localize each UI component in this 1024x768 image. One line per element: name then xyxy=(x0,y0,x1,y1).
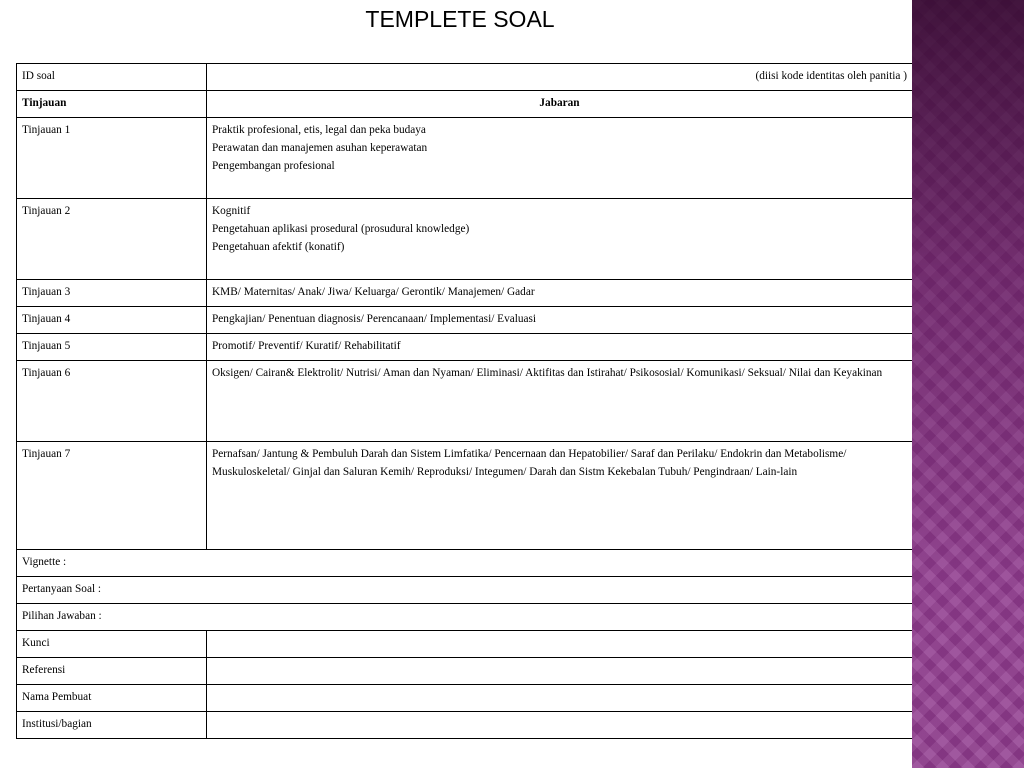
referensi-value xyxy=(207,658,913,685)
institusi-value xyxy=(207,712,913,739)
header-tinjauan: Tinjauan xyxy=(17,91,207,118)
tinjauan-2-line-1: Kognitif xyxy=(212,205,251,217)
tinjauan-1-line-1: Praktik profesional, etis, legal dan peka budaya xyxy=(212,124,426,136)
table-row-id-soal xyxy=(17,64,913,91)
decorative-side-panel xyxy=(912,0,1024,768)
table-row-tinjauan-3 xyxy=(17,280,913,307)
tinjauan-3-content: KMB/ Maternitas/ Anak/ Jiwa/ Keluarga/ Gerontik/ Manajemen/ Gadar xyxy=(207,280,913,307)
table-row-tinjauan-4 xyxy=(17,307,913,334)
pilihan-jawaban-field: Pilihan Jawaban : xyxy=(17,604,913,631)
table-row-pilihan xyxy=(17,604,913,631)
table-row-tinjauan-6 xyxy=(17,361,913,442)
tinjauan-2-label: Tinjauan 2 xyxy=(17,199,207,280)
table-row-tinjauan-7 xyxy=(17,442,913,550)
header-jabaran: Jabaran xyxy=(207,91,913,118)
tinjauan-5-content: Promotif/ Preventif/ Kuratif/ Rehabilitatif xyxy=(207,334,913,361)
table-header-row xyxy=(17,91,913,118)
tinjauan-5-label: Tinjauan 5 xyxy=(17,334,207,361)
id-soal-label: ID soal xyxy=(17,64,207,91)
tinjauan-7-content: Pernafsan/ Jantung & Pembuluh Darah dan Sistem Limfatika/ Pencernaan dan Hepatobilier/ Saraf dan Perilaku/ Endokrin dan Metabolisme/ Muskuloskeletal/ Ginjal dan Saluran Kemih/ Reproduksi/ Integumen/ Darah dan Sistm Kekebalan Tubuh/ Pengindraan/ Lain-lain xyxy=(207,442,913,550)
table-row-tinjauan-5 xyxy=(17,334,913,361)
tinjauan-1-line-3: Pengembangan profesional xyxy=(212,160,335,172)
tinjauan-4-content: Pengkajian/ Penentuan diagnosis/ Perencanaan/ Implementasi/ Evaluasi xyxy=(207,307,913,334)
table-row-pertanyaan xyxy=(17,577,913,604)
page-title: TEMPLETE SOAL xyxy=(365,6,555,32)
tinjauan-1-content xyxy=(207,118,913,199)
tinjauan-2-line-2: Pengetahuan aplikasi prosedural (prosudural knowledge) xyxy=(212,223,470,235)
tinjauan-4-label: Tinjauan 4 xyxy=(17,307,207,334)
tinjauan-3-label: Tinjauan 3 xyxy=(17,280,207,307)
table-row-vignette xyxy=(17,550,913,577)
referensi-label: Referensi xyxy=(17,658,207,685)
tinjauan-2-line-3: Pengetahuan afektif (konatif) xyxy=(212,241,345,253)
tinjauan-2-content xyxy=(207,199,913,280)
tinjauan-6-content: Oksigen/ Cairan& Elektrolit/ Nutrisi/ Aman dan Nyaman/ Eliminasi/ Aktifitas dan Istirahat/ Psikososial/ Komunikasi/ Seksual/ Nilai dan Keyakinan xyxy=(207,361,913,442)
vignette-field: Vignette : xyxy=(17,550,913,577)
kunci-label: Kunci xyxy=(17,631,207,658)
nama-pembuat-value xyxy=(207,685,913,712)
tinjauan-6-label: Tinjauan 6 xyxy=(17,361,207,442)
table-row-kunci xyxy=(17,631,913,658)
tinjauan-7-label: Tinjauan 7 xyxy=(17,442,207,550)
table-row-tinjauan-2 xyxy=(17,199,913,280)
tinjauan-1-label: Tinjauan 1 xyxy=(17,118,207,199)
question-template-table xyxy=(16,63,913,739)
pertanyaan-soal-field: Pertanyaan Soal : xyxy=(17,577,913,604)
table-row-referensi xyxy=(17,658,913,685)
kunci-value xyxy=(207,631,913,658)
id-soal-value: (diisi kode identitas oleh panitia ) xyxy=(207,64,913,91)
nama-pembuat-label: Nama Pembuat xyxy=(17,685,207,712)
tinjauan-1-line-2: Perawatan dan manajemen asuhan keperawatan xyxy=(212,142,428,154)
institusi-label: Institusi/bagian xyxy=(17,712,207,739)
table-row-nama-pembuat xyxy=(17,685,913,712)
table-row-tinjauan-1 xyxy=(17,118,913,199)
table-row-institusi xyxy=(17,712,913,739)
